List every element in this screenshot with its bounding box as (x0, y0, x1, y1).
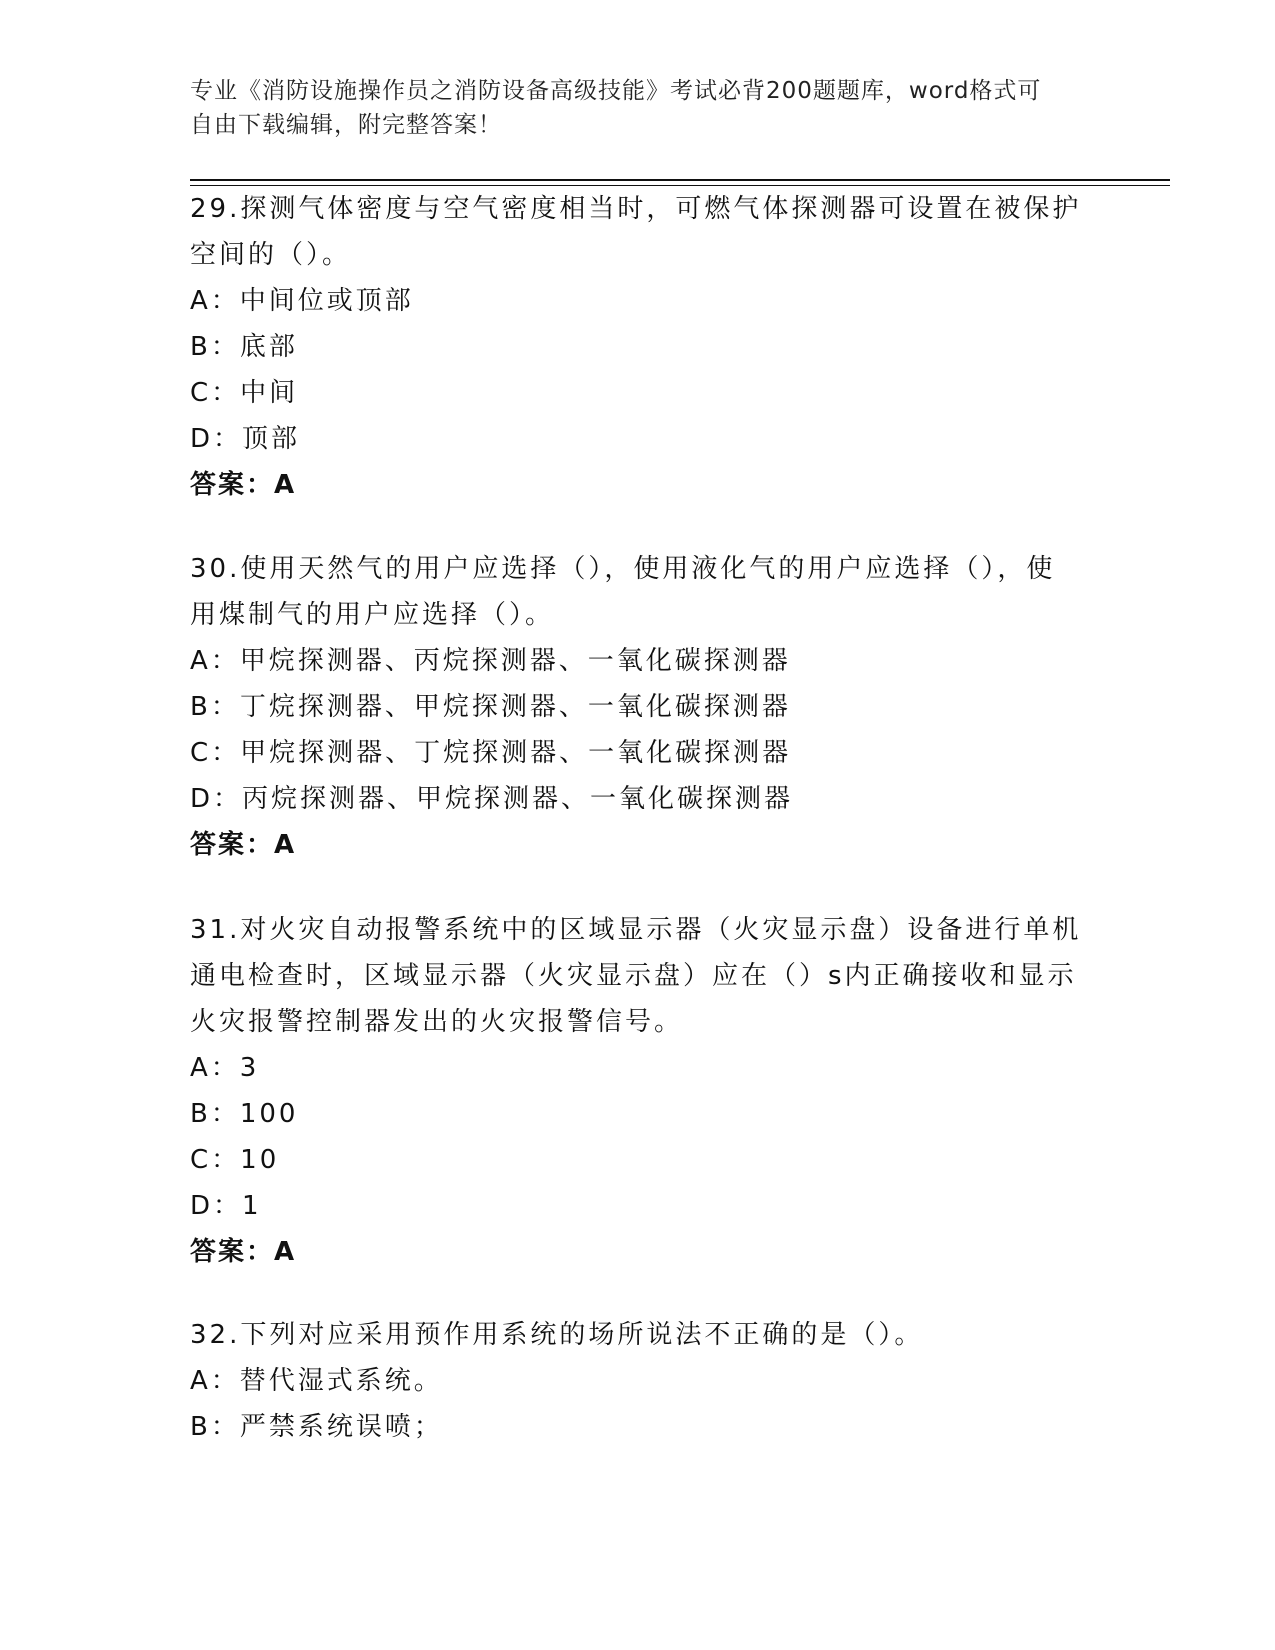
question-stem-line: 用煤制气的用户应选择（）。 (190, 600, 555, 630)
option-b: B：100 (190, 1099, 299, 1129)
option-c: C：10 (190, 1145, 280, 1175)
option-d: D：1 (190, 1191, 262, 1221)
question-stem-line: 通电检查时，区域显示器（火灾显示盘）应在（）s内正确接收和显示 (190, 961, 1077, 991)
option-a: A：中间位或顶部 (190, 286, 414, 316)
option-d: D：顶部 (190, 424, 301, 454)
header-divider-thick (190, 179, 1170, 181)
answer: 答案：A (190, 1237, 297, 1267)
question-30 (190, 546, 1090, 868)
question-stem-line: 31.对火灾自动报警系统中的区域显示器（火灾显示盘）设备进行单机 (190, 915, 1082, 945)
question-stem-line: 29.探测气体密度与空气密度相当时，可燃气体探测器可设置在被保护 (190, 194, 1082, 224)
question-stem-line: 30.使用天然气的用户应选择（），使用液化气的用户应选择（），使 (190, 554, 1056, 584)
document-header (190, 74, 1090, 142)
option-a: A：3 (190, 1053, 260, 1083)
option-c: C：甲烷探测器、丁烷探测器、一氧化碳探测器 (190, 738, 792, 768)
question-stem-line: 32.下列对应采用预作用系统的场所说法不正确的是（）。 (190, 1320, 924, 1350)
question-stem-line: 空间的（）。 (190, 240, 352, 270)
option-a: A：替代湿式系统。 (190, 1366, 443, 1396)
question-29 (190, 186, 1090, 508)
option-d: D：丙烷探测器、甲烷探测器、一氧化碳探测器 (190, 784, 794, 814)
option-a: A：甲烷探测器、丙烷探测器、一氧化碳探测器 (190, 646, 791, 676)
option-b: B：丁烷探测器、甲烷探测器、一氧化碳探测器 (190, 692, 791, 722)
option-b: B：严禁系统误喷； (190, 1412, 443, 1442)
question-31 (190, 907, 1090, 1275)
question-32 (190, 1312, 1090, 1450)
option-c: C：中间 (190, 378, 299, 408)
header-line-1: 专业《消防设施操作员之消防设备高级技能》考试必背200题题库，word格式可 (190, 78, 1042, 104)
answer: 答案：A (190, 830, 297, 860)
header-line-2: 自由下载编辑，附完整答案！ (190, 112, 502, 138)
answer: 答案：A (190, 470, 297, 500)
option-b: B：底部 (190, 332, 298, 362)
question-stem-line: 火灾报警控制器发出的火灾报警信号。 (190, 1007, 684, 1037)
